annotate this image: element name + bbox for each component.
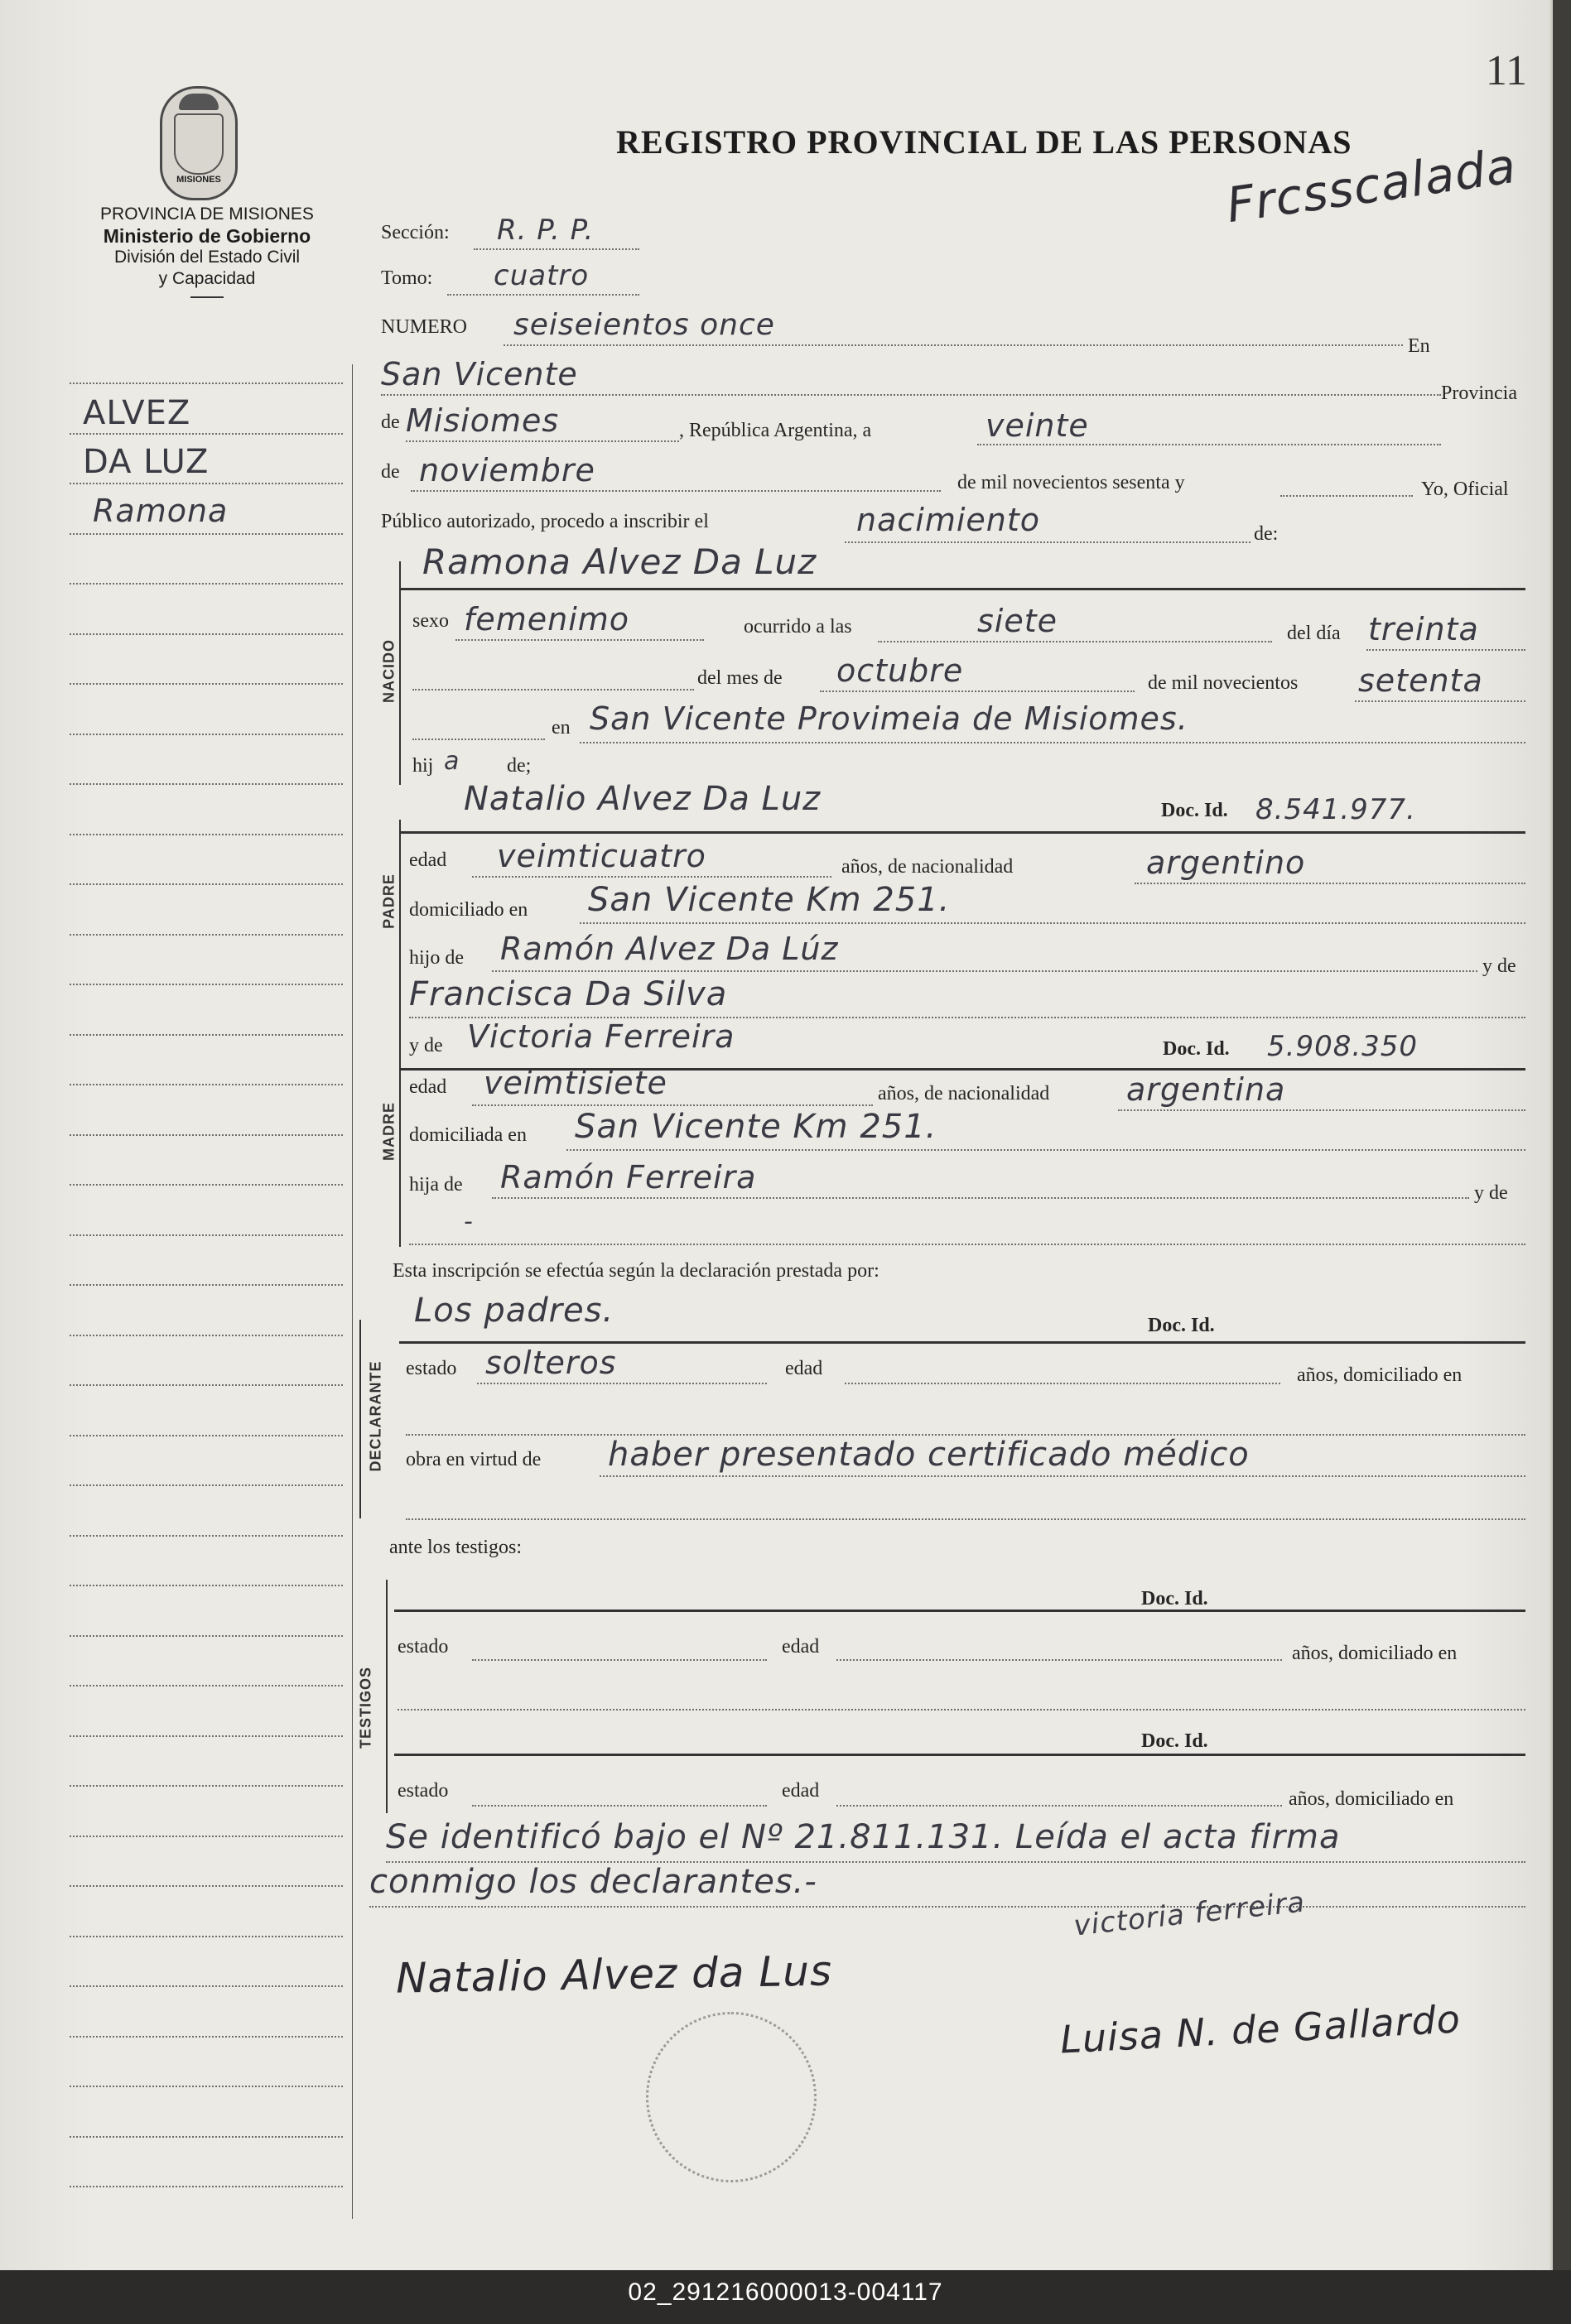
nombre-inscripto: Ramona Alvez Da Luz [422,541,817,582]
margin-ruled-line [70,2136,343,2138]
numero-value: seiseientos once [513,308,775,342]
de2-label: de [381,461,400,483]
declarante-estado-value: solteros [485,1345,617,1381]
margin-ruled-line [70,1034,343,1036]
observacion-line-1: Se identificó bajo el Nº 21.811.131. Leída el acta firma [386,1818,1341,1856]
padre-y-de-value: Francisca Da Silva [409,975,728,1013]
seccion-value: R. P. P. [497,214,595,247]
madre-y-de-label: y de [409,1035,443,1056]
del-mes-label: del mes de [697,667,783,689]
ocurrido-label: ocurrido a las [744,616,852,638]
rep-arg-label: , República Argentina, a [679,420,872,441]
testigo2-edad-label: edad [782,1780,820,1802]
office-province: PROVINCIA DE MISIONES [100,204,314,224]
margin-ruled-line [70,383,343,384]
madre-y-de2-label: y de [1474,1182,1508,1204]
numero-label: NUMERO [381,316,468,338]
mil-nov-sesenta-label: de mil novecientos sesenta y [957,472,1185,493]
margin-ruled-line [70,1134,343,1136]
image-caption: 02_291216000013-004117 [628,2278,943,2306]
inscripcion-label: Esta inscripción se efectúa según la declaración prestada por: [393,1260,879,1282]
margin-surname-1: ALVEZ [83,394,191,432]
section-nacido-label: NACIDO [380,639,398,703]
provincia-label: Provincia [1441,383,1517,404]
del-dia-label: del día [1287,623,1341,644]
margin-ruled-line [70,1484,343,1486]
office-heading [50,204,364,298]
mes-value: octubre [836,652,964,689]
margin-ruled-line [70,1084,343,1085]
signature-padre: Natalio Alvez da Lus [395,1946,833,2003]
margin-ruled-line [70,1836,343,1837]
margin-ruled-line [70,1936,343,1937]
padre-y-de-label: y de [1482,955,1516,977]
coat-of-arms-seal [160,86,238,200]
madre-dom-label: domiciliada en [409,1124,527,1146]
lugar-value: San Vicente [381,356,578,392]
signature-top-right: Frcsscalada [1222,137,1520,234]
en-lugar-label: en [552,717,571,739]
lugar-nacimiento: San Vicente Provimeia de Misiomes. [590,700,1188,737]
padre-dom-value: San Vicente Km 251. [588,881,951,919]
padre-nombre: Natalio Alvez Da Luz [464,780,822,818]
seccion-label: Sección: [381,222,450,243]
margin-ruled-line [70,1785,343,1787]
margin-ruled-line [70,483,343,484]
madre-doc-label: Doc. Id. [1163,1038,1230,1060]
provincia-value: Misiomes [406,402,560,439]
padre-edad-label: edad [409,849,447,871]
margin-given-name: Ramona [93,493,229,529]
declarante-anios-label: años, domiciliado en [1297,1364,1463,1386]
testigo1-doc-label: Doc. Id. [1141,1588,1208,1609]
margin-ruled-line [70,1735,343,1737]
margin-ruled-line [70,433,343,435]
signature-oficial: Luisa N. de Gallardo [1058,1996,1463,2062]
yo-oficial-label: Yo, Oficial [1421,479,1509,500]
testigo1-anios-label: años, domiciliado en [1292,1643,1458,1664]
page-number: 11 [1485,47,1527,94]
padre-hijo-de-value: Ramón Alvez Da Lúz [500,931,839,967]
dia-inscripcion: veinte [985,407,1089,444]
padre-doc-label: Doc. Id. [1161,800,1228,821]
faded-stamp [646,2012,817,2182]
padre-nac-label: años, de nacionalidad [841,856,1014,878]
declarante-edad-label: edad [785,1358,823,1379]
observacion-line-2: conmigo los declarantes.- [369,1863,817,1901]
testigo2-estado-label: estado [398,1780,449,1802]
section-padre-label: PADRE [380,873,398,929]
de-semi-label: de; [507,755,532,777]
padre-dom-label: domiciliado en [409,899,528,921]
margin-ruled-line [70,683,343,685]
testigo1-estado-label: estado [398,1636,449,1658]
margin-ruled-line [70,1435,343,1436]
madre-hija-de-value: Ramón Ferreira [500,1159,757,1196]
tomo-value: cuatro [494,259,590,292]
declarante-estado-label: estado [406,1358,457,1379]
obra-label: obra en virtud de [406,1449,542,1470]
testigo2-doc-label: Doc. Id. [1141,1730,1208,1752]
padre-doc-value: 8.541.977. [1255,793,1416,826]
publico-label: Público autorizado, procedo a inscribir el [381,511,709,532]
de-colon-label: de: [1254,523,1279,545]
margin-surname-2: DA LUZ [83,443,210,481]
margin-ruled-line [70,783,343,785]
margin-ruled-line [70,1535,343,1537]
margin-ruled-line [70,734,343,735]
madre-nac-label: años, de nacionalidad [878,1083,1050,1104]
office-ministry: Ministerio de Gobierno [103,225,311,247]
ante-testigos-label: ante los testigos: [389,1537,522,1558]
sexo-value: femenimo [464,601,630,638]
signature-madre: victoria ferreira [1072,1885,1307,1943]
margin-ruled-line [70,583,343,585]
madre-y-de-value: - [464,1207,474,1236]
margin-ruled-line [70,1284,343,1286]
acto-value: nacimiento [856,502,1041,538]
margin-ruled-line [70,934,343,936]
madre-edad-label: edad [409,1076,447,1098]
section-madre-label: MADRE [380,1102,398,1161]
en-label: En [1408,335,1430,357]
margin-ruled-line [70,1685,343,1686]
seal-text: MISIONES [176,175,221,185]
margin-ruled-line [70,2086,343,2087]
declarante-nombre: Los padres. [414,1292,614,1330]
margin-ruled-line [70,1234,343,1236]
margin-ruled-line [70,1335,343,1336]
madre-doc-value: 5.908.350 [1267,1030,1419,1063]
margin-ruled-line [70,1635,343,1637]
testigo2-anios-label: años, domiciliado en [1289,1788,1454,1810]
page-title: REGISTRO PROVINCIAL DE LAS PERSONAS [616,123,1352,161]
mil-nov-label: de mil novecientos [1148,672,1299,694]
testigo1-edad-label: edad [782,1636,820,1658]
dia-value: treinta [1368,611,1479,647]
hij-label: hij [412,755,434,777]
margin-ruled-line [70,1585,343,1586]
madre-dom-value: San Vicente Km 251. [575,1108,937,1146]
margin-ruled-line [70,633,343,635]
anio-value: setenta [1358,662,1483,699]
tomo-label: Tomo: [381,267,433,289]
margin-ruled-line [70,2186,343,2187]
madre-nac-value: argentina [1126,1071,1286,1108]
de-label: de [381,411,400,433]
margin-ruled-line [70,1885,343,1887]
office-division: División del Estado Civil [113,248,301,267]
margin-ruled-line [70,984,343,985]
madre-edad-value: veimtisiete [484,1065,667,1101]
obra-value: haber presentado certificado médico [608,1436,1250,1474]
margin-ruled-line [70,883,343,885]
margin-ruled-line [70,2036,343,2038]
margin-ruled-line [70,834,343,835]
margin-ruled-line [70,1384,343,1386]
section-declarante-label: DECLARANTE [367,1360,384,1472]
madre-nombre: Victoria Ferreira [467,1018,735,1055]
margin-ruled-line [70,1184,343,1186]
padre-nac-value: argentino [1146,844,1306,881]
padre-hijo-de-label: hijo de [409,947,464,969]
mes-inscripcion: noviembre [419,452,595,488]
office-capacity: y Capacidad [158,269,256,288]
margin-ruled-line [70,1985,343,1987]
hij-suffix: a [444,747,460,776]
madre-hija-de-label: hija de [409,1174,463,1196]
hora-value: siete [977,603,1058,639]
sexo-label: sexo [412,610,449,632]
margin-ruled-line [70,533,343,535]
padre-edad-value: veimticuatro [497,838,706,874]
declarante-doc-label: Doc. Id. [1148,1315,1215,1336]
section-testigos-label: TESTIGOS [357,1667,374,1749]
